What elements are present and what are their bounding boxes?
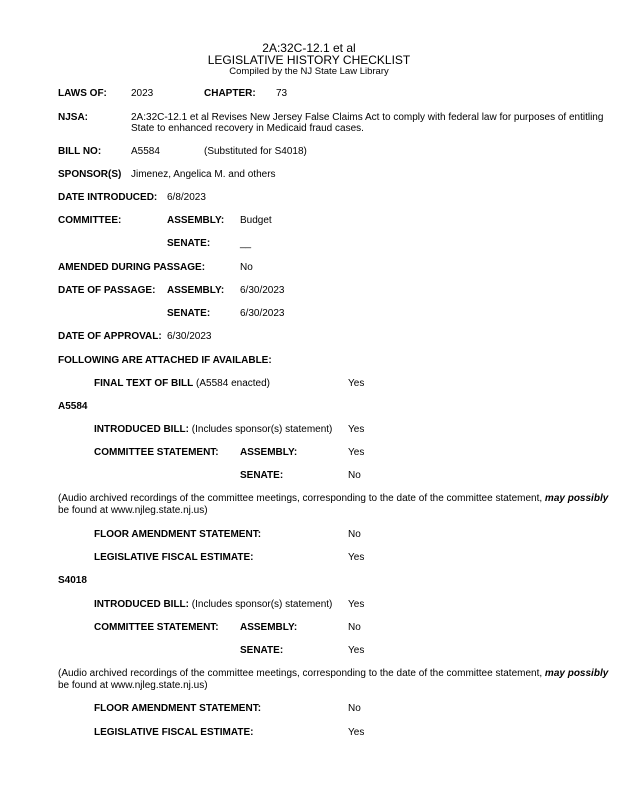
- audio-note-line-1: [58, 493, 608, 505]
- introduced-bill-label: INTRODUCED BILL:: [94, 599, 189, 610]
- fiscal-estimate-value: Yes: [348, 552, 365, 563]
- date-of-approval-label: DATE OF APPROVAL:: [58, 331, 162, 342]
- passage-senate-label: SENATE:: [167, 308, 211, 319]
- fiscal-estimate-label: LEGISLATIVE FISCAL ESTIMATE:: [94, 552, 254, 563]
- audio-note-emphasis: may possibly: [544, 668, 609, 679]
- amended-value: No: [240, 262, 253, 273]
- statement-senate-label: SENATE:: [240, 645, 284, 656]
- statement-assembly-label: ASSEMBLY:: [240, 622, 298, 633]
- committee-label: COMMITTEE:: [58, 215, 122, 226]
- committee-senate-value: __: [240, 238, 252, 249]
- njsa-line-2: State to enhanced recovery in Medicaid fraud cases.: [131, 123, 364, 134]
- statement-senate-value: No: [348, 470, 361, 481]
- section-bill-s4018: S4018: [58, 575, 87, 586]
- audio-note-line-2: be found at www.njleg.state.nj.us): [58, 680, 208, 691]
- date-introduced-value: 6/8/2023: [167, 192, 206, 203]
- njsa-label: NJSA:: [58, 112, 89, 123]
- introduced-bill-row: [94, 599, 332, 611]
- audio-note-text: (Audio archived recordings of the committee meetings, corresponding to the date of the committee statement,: [58, 668, 543, 679]
- floor-amendment-value: No: [348, 529, 361, 540]
- final-text-note: (A5584 enacted): [196, 378, 270, 389]
- final-text-row: [94, 378, 270, 390]
- date-of-passage-label: DATE OF PASSAGE:: [58, 285, 156, 296]
- amended-label: AMENDED DURING PASSAGE:: [58, 262, 206, 273]
- statement-senate-value: Yes: [348, 645, 365, 656]
- chapter-label: CHAPTER:: [204, 88, 256, 99]
- sponsor-value: Jimenez, Angelica M. and others: [131, 169, 276, 180]
- passage-senate-value: 6/30/2023: [240, 308, 285, 319]
- section-bill-a5584: A5584: [58, 401, 88, 412]
- audio-note-text: (Audio archived recordings of the committee meetings, corresponding to the date of the committee statement,: [58, 493, 543, 504]
- following-attached-label: FOLLOWING ARE ATTACHED IF AVAILABLE:: [58, 355, 272, 366]
- statement-assembly-label: ASSEMBLY:: [240, 447, 298, 458]
- fiscal-estimate-label: LEGISLATIVE FISCAL ESTIMATE:: [94, 727, 254, 738]
- committee-statement-label: COMMITTEE STATEMENT:: [94, 447, 219, 458]
- njsa-line-1: 2A:32C-12.1 et al Revises New Jersey False Claims Act to comply with federal law for purposes of entitling: [131, 112, 604, 123]
- final-text-label: FINAL TEXT OF BILL: [94, 378, 194, 389]
- audio-note-line-2: be found at www.njleg.state.nj.us): [58, 505, 208, 516]
- document-title: 2A:32C-12.1 et al: [262, 41, 356, 55]
- statement-assembly-value: No: [348, 622, 361, 633]
- chapter-value: 73: [276, 88, 288, 99]
- date-introduced-label: DATE INTRODUCED:: [58, 192, 158, 203]
- audio-note-line-1: [58, 668, 608, 680]
- date-of-approval-value: 6/30/2023: [167, 331, 212, 342]
- committee-senate-label: SENATE:: [167, 238, 211, 249]
- floor-amendment-value: No: [348, 703, 361, 714]
- introduced-bill-row: [94, 424, 332, 436]
- passage-assembly-value: 6/30/2023: [240, 285, 285, 296]
- committee-assembly-label: ASSEMBLY:: [167, 215, 225, 226]
- floor-amendment-label: FLOOR AMENDMENT STATEMENT:: [94, 529, 262, 540]
- bill-no-value: A5584: [131, 146, 160, 157]
- introduced-bill-label: INTRODUCED BILL:: [94, 424, 189, 435]
- laws-of-value: 2023: [131, 88, 154, 99]
- fiscal-estimate-value: Yes: [348, 727, 365, 738]
- introduced-bill-note: (Includes sponsor(s) statement): [191, 424, 333, 435]
- statement-senate-label: SENATE:: [240, 470, 284, 481]
- sponsor-label: SPONSOR(S): [58, 169, 122, 180]
- bill-no-label: BILL NO:: [58, 146, 102, 157]
- document-subtitle: LEGISLATIVE HISTORY CHECKLIST: [207, 53, 411, 67]
- passage-assembly-label: ASSEMBLY:: [167, 285, 225, 296]
- introduced-bill-value: Yes: [348, 599, 365, 610]
- laws-of-label: LAWS OF:: [58, 88, 107, 99]
- statement-assembly-value: Yes: [348, 447, 365, 458]
- introduced-bill-value: Yes: [348, 424, 365, 435]
- final-text-value: Yes: [348, 378, 365, 389]
- committee-assembly-value: Budget: [240, 215, 272, 226]
- compiled-by: Compiled by the NJ State Law Library: [229, 66, 389, 77]
- introduced-bill-note: (Includes sponsor(s) statement): [191, 599, 333, 610]
- floor-amendment-label: FLOOR AMENDMENT STATEMENT:: [94, 703, 262, 714]
- committee-statement-label: COMMITTEE STATEMENT:: [94, 622, 219, 633]
- bill-no-note: (Substituted for S4018): [204, 146, 307, 157]
- audio-note-emphasis: may possibly: [544, 493, 609, 504]
